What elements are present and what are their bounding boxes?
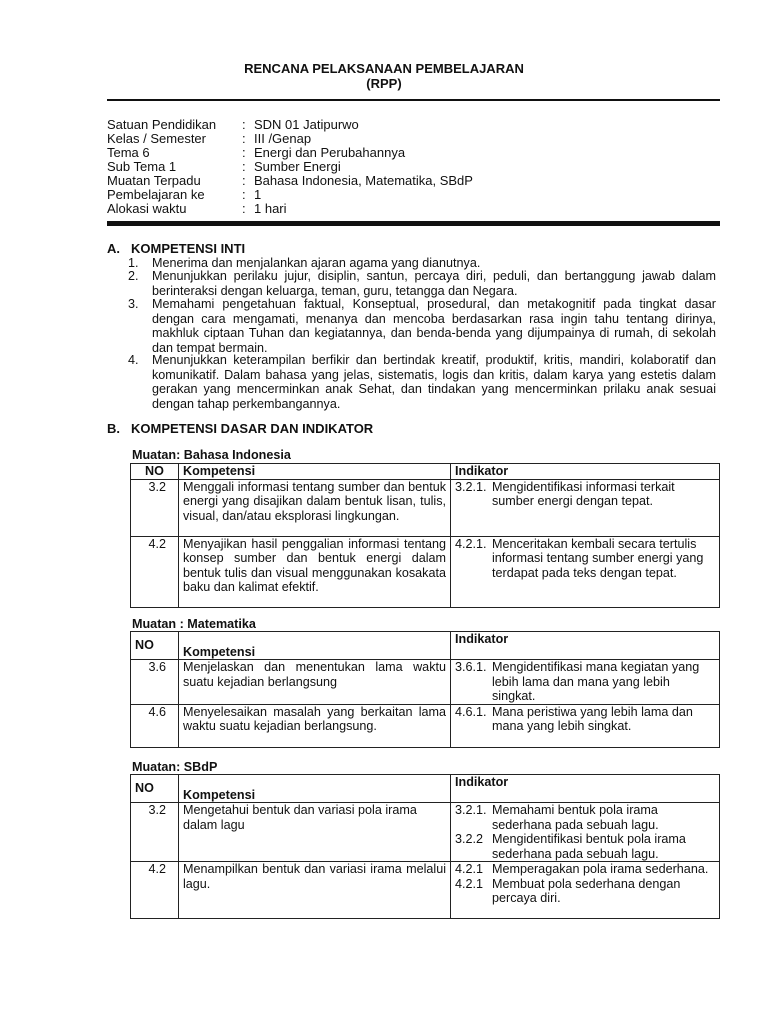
cell-kompetensi: Menjelaskan dan menentukan lama waktu suatu kejadian berlangsung — [179, 660, 451, 705]
cell-no: 4.2 — [131, 862, 179, 919]
section-title: KOMPETENSI INTI — [131, 241, 246, 256]
ki-number: 2. — [128, 269, 139, 283]
bindo-table — [130, 463, 720, 608]
ki-item — [128, 353, 716, 412]
document-title: RENCANA PELAKSANAAN PEMBELAJARAN — [244, 61, 524, 76]
indikator-item — [455, 480, 715, 509]
ki-text: Memahami pengetahuan faktual, Konseptual, prosedural, dan metakognitif pada tingkat dasar dengan cara mengamati, menanya dan mencoba berdasarkan rasa ingin tahu tentang dirinya, makhluk ciptaan Tuhan dan kegiatannya, dan benda-benda yang dijumpainya di rumah, di sekolah dan tempat bermain. — [152, 297, 716, 356]
table-header-row — [131, 632, 720, 660]
section-b-heading — [107, 421, 373, 436]
indikator-code: 4.2.1 — [455, 876, 484, 891]
col-header-no: NO — [131, 464, 179, 480]
indikator-code: 4.6.1. — [455, 704, 487, 719]
table-row — [131, 704, 720, 747]
identity-value: Bahasa Indonesia, Matematika, SBdP — [254, 173, 473, 188]
identity-colon: : — [242, 159, 246, 174]
table-row — [131, 479, 720, 536]
section-letter: B. — [107, 421, 120, 436]
identity-value: Sumber Energi — [254, 159, 341, 174]
col-header-no: NO — [131, 632, 179, 660]
indikator-text: Memahami bentuk pola irama sederhana pada sebuah lagu. — [492, 803, 659, 832]
indikator-code: 3.6.1. — [455, 660, 487, 674]
cell-no: 3.2 — [131, 479, 179, 536]
indikator-item — [455, 803, 715, 832]
col-header-kompetensi: Kompetensi — [179, 464, 451, 480]
section-a-heading — [107, 241, 245, 256]
indikator-item — [455, 660, 715, 704]
identity-label: Tema 6 — [107, 145, 150, 160]
identity-value: Energi dan Perubahannya — [254, 145, 406, 160]
col-header-indikator: Indikator — [451, 464, 720, 480]
cell-indikator — [451, 536, 720, 607]
indikator-item — [455, 832, 715, 861]
cell-kompetensi: Menyajikan hasil penggalian informasi tentang konsep sumber dan bentuk energi dalam bentuk tulis dan visual menggunakan kosakata baku dan kalimat efektif. — [179, 536, 451, 607]
ki-item — [128, 269, 716, 298]
identity-value: 1 — [254, 187, 262, 202]
document-subtitle: (RPP) — [366, 76, 402, 91]
sbdp-table — [130, 774, 720, 919]
identity-label: Pembelajaran ke — [107, 187, 205, 202]
indikator-code: 3.2.1. — [455, 479, 487, 494]
cell-kompetensi: Menyelesaikan masalah yang berkaitan lama waktu suatu kejadian berlangsung. — [179, 704, 451, 747]
identity-colon: : — [242, 131, 246, 146]
cell-indikator — [451, 803, 720, 862]
identity-value: III /Genap — [254, 131, 312, 146]
cell-indikator — [451, 660, 720, 705]
muatan-sbdp-heading: Muatan: SBdP — [132, 760, 218, 774]
identity-label: Sub Tema 1 — [107, 159, 177, 174]
col-header-kompetensi: Kompetensi — [179, 632, 451, 660]
cell-no: 4.6 — [131, 704, 179, 747]
cell-kompetensi: Menggali informasi tentang sumber dan bentuk energi yang disajikan dalam bentuk lisan, tulis, visual, dan/atau eksplorasi lingkungan. — [179, 479, 451, 536]
muatan-bindo-heading: Muatan: Bahasa Indonesia — [132, 448, 291, 462]
cell-no: 3.2 — [131, 803, 179, 862]
ki-text: Menerima dan menjalankan ajaran agama yang dianutnya. — [152, 256, 481, 270]
col-header-indikator: Indikator — [451, 632, 720, 660]
ki-number: 1. — [128, 256, 139, 270]
identity-colon: : — [242, 201, 246, 216]
thick-divider — [107, 221, 720, 226]
indikator-item — [455, 877, 715, 906]
col-header-indikator: Indikator — [451, 775, 720, 803]
matematika-table — [130, 631, 720, 748]
indikator-text: Mengidentifikasi bentuk pola irama sederhana pada sebuah lagu. — [492, 832, 686, 861]
indikator-text: Mengidentifikasi informasi terkait sumber energi dengan tepat. — [492, 479, 675, 508]
indikator-item — [455, 705, 715, 734]
cell-kompetensi: Mengetahui bentuk dan variasi pola irama dalam lagu — [179, 803, 451, 862]
indikator-text: Memperagakan pola irama sederhana. — [492, 862, 709, 876]
cell-kompetensi: Menampilkan bentuk dan variasi irama melalui lagu. — [179, 862, 451, 919]
indikator-code: 3.2.2 — [455, 832, 484, 846]
indikator-text: Membuat pola sederhana dengan percaya diri. — [492, 876, 681, 905]
identity-colon: : — [242, 187, 246, 202]
identity-label: Kelas / Semester — [107, 131, 206, 146]
ki-number: 3. — [128, 297, 139, 311]
indikator-text: Menceritakan kembali secara tertulis informasi tentang sumber energi yang terdapat pada teks dengan tepat. — [492, 536, 704, 580]
indikator-text: Mana peristiwa yang lebih lama dan mana yang lebih singkat. — [492, 704, 693, 733]
ki-text: Menunjukkan keterampilan berfikir dan bertindak kreatif, produktif, kritis, mandiri, kolaboratif dan komunikatif. Dalam bahasa yang jelas, sistematis, logis dan kritis, dalam karya yang estetis dalam gerakan yang mencerminkan anak Sehat, dan tindakan yang mencerminkan prilaku anak sesuai dengan tahap perkembangannya. — [152, 353, 716, 412]
cell-indikator — [451, 862, 720, 919]
identity-label: Alokasi waktu — [107, 201, 187, 216]
indikator-code: 4.2.1 — [455, 862, 484, 876]
identity-value: SDN 01 Jatipurwo — [254, 117, 359, 132]
table-row — [131, 803, 720, 862]
ki-text: Menunjukkan perilaku jujur, disiplin, santun, percaya diri, peduli, dan bertanggung jawab dalam berinteraksi dengan keluarga, teman, guru, tetangga dan Negara. — [152, 269, 716, 298]
indikator-text: Mengidentifikasi mana kegiatan yang lebih lama dan mana yang lebih singkat. — [492, 660, 700, 703]
table-header-row — [131, 464, 720, 480]
indikator-item — [455, 862, 715, 877]
cell-indikator — [451, 704, 720, 747]
indikator-code: 3.2.1. — [455, 803, 487, 817]
ki-item — [128, 297, 716, 356]
cell-indikator — [451, 479, 720, 536]
identity-colon: : — [242, 173, 246, 188]
top-divider — [107, 99, 720, 101]
muatan-matematika-heading: Muatan : Matematika — [132, 617, 256, 631]
section-letter: A. — [107, 241, 120, 256]
col-header-no: NO — [131, 775, 179, 803]
table-row — [131, 862, 720, 919]
identity-colon: : — [242, 145, 246, 160]
section-title: KOMPETENSI DASAR DAN INDIKATOR — [131, 421, 374, 436]
table-row — [131, 536, 720, 607]
indikator-item — [455, 537, 715, 581]
ki-number: 4. — [128, 353, 139, 367]
cell-no: 3.6 — [131, 660, 179, 705]
col-header-kompetensi: Kompetensi — [179, 775, 451, 803]
indikator-code: 4.2.1. — [455, 536, 487, 551]
cell-no: 4.2 — [131, 536, 179, 607]
table-row — [131, 660, 720, 705]
identity-colon: : — [242, 117, 246, 132]
identity-label: Muatan Terpadu — [107, 173, 201, 188]
identity-value: 1 hari — [254, 201, 287, 216]
identity-label: Satuan Pendidikan — [107, 117, 217, 132]
table-header-row — [131, 775, 720, 803]
